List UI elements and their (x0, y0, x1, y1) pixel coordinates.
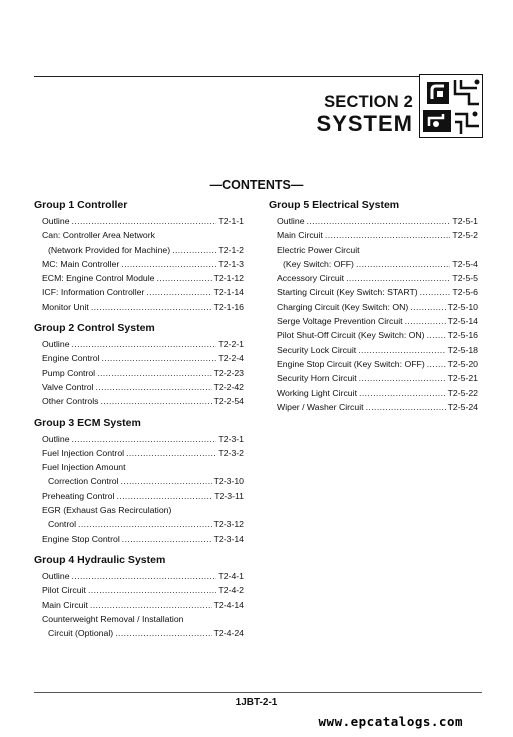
toc-entry-page: T2-3-2 (218, 447, 244, 458)
toc-entry[interactable] (34, 271, 244, 285)
toc-entry-page: T2-5-10 (447, 301, 478, 312)
dot-leader (72, 214, 217, 228)
toc-entry[interactable] (34, 300, 244, 314)
dot-leader (91, 300, 212, 314)
toc-group-title: Group 5 Electrical System (269, 199, 400, 211)
toc-entry-title: Outline (42, 570, 70, 581)
toc-entry-title: Circuit (Optional) (48, 628, 114, 639)
toc-entry[interactable] (269, 371, 478, 385)
toc-entry-page: T2-2-54 (213, 396, 244, 407)
dot-leader (325, 228, 451, 242)
toc-entry-title: Electric Power Circuit (277, 244, 360, 255)
dot-leader (359, 386, 446, 400)
toc-entry-title: Charging Circuit (Key Switch: ON) (277, 301, 409, 312)
toc-group-title: Group 3 ECM System (34, 416, 141, 429)
dot-leader (172, 243, 216, 257)
toc-group (269, 198, 478, 414)
toc-entry-title: Outline (277, 216, 305, 226)
toc-entry-page: T2-3-12 (213, 519, 244, 530)
toc-entry[interactable] (269, 357, 478, 371)
dot-leader (356, 257, 450, 271)
toc-entry[interactable] (34, 432, 244, 446)
toc-entry-title: Serge Voltage Prevention Circuit (277, 316, 403, 327)
toc-entry[interactable] (269, 257, 478, 271)
toc-entry-title: (Network Provided for Machine) (48, 244, 171, 255)
toc-entry-title: ECM: Engine Control Module (42, 273, 155, 284)
toc-entry[interactable] (34, 583, 244, 597)
dot-leader (101, 394, 212, 408)
toc-entry[interactable] (269, 243, 478, 257)
toc-entry[interactable] (34, 214, 244, 228)
toc-entry[interactable] (269, 400, 478, 414)
toc-entry[interactable] (34, 380, 244, 394)
dot-leader (96, 380, 212, 394)
toc-entry-title: Engine Stop Circuit (Key Switch: OFF) (277, 358, 425, 369)
dot-leader (146, 285, 211, 299)
contents-title: —CONTENTS— (209, 178, 304, 192)
toc-entry-title: Engine Control (42, 353, 100, 364)
toc-entry-page: T2-1-14 (213, 287, 244, 298)
toc-entry-title: Correction Control (48, 476, 119, 487)
toc-group-title: Group 2 Control System (34, 322, 155, 335)
toc-entry-page: T2-5-6 (452, 287, 478, 298)
toc-entry[interactable] (34, 394, 244, 408)
toc-entry-title: Fuel Injection Amount (42, 462, 126, 473)
page-number: 1JBT-2-1 (235, 697, 278, 708)
toc-entry-title: EGR (Exhaust Gas Recirculation) (42, 505, 172, 516)
toc-entry-title: Main Circuit (277, 230, 323, 241)
dot-leader (90, 598, 212, 612)
dot-leader (88, 583, 216, 597)
section-heading (317, 93, 413, 136)
toc-entry[interactable] (34, 503, 244, 517)
toc-entry-title: Other Controls (42, 396, 99, 407)
toc-entry-page: T2-2-1 (218, 339, 244, 350)
toc-entry-page: T2-4-2 (218, 585, 244, 596)
toc-entry-page: T2-3-11 (214, 490, 244, 501)
toc-entry-page: T2-5-18 (447, 344, 478, 355)
toc-entry-page: T2-1-3 (218, 258, 244, 269)
dot-leader (115, 626, 211, 640)
toc-entry[interactable] (34, 626, 244, 640)
toc-entry[interactable] (34, 569, 244, 583)
toc-entry-title: Monitor Unit (42, 301, 89, 312)
toc-entry-title: Accessory Circuit (277, 273, 345, 284)
dot-leader (427, 357, 446, 371)
toc-entry-title: Fuel Injection Control (42, 447, 125, 458)
toc-entry[interactable] (269, 285, 478, 299)
toc-entry-page: T2-5-16 (447, 330, 478, 341)
toc-entry-page: T2-3-10 (213, 476, 244, 487)
toc-entry-title: MC: Main Controller (42, 258, 120, 269)
dot-leader (410, 300, 445, 314)
dot-leader (358, 343, 445, 357)
watermark: www.epcatalogs.com (318, 714, 463, 729)
toc-entry-title: Wiper / Washer Circuit (277, 401, 364, 412)
toc-group (34, 198, 244, 314)
toc-entry[interactable] (34, 243, 244, 257)
toc-entry-title: Security Lock Circuit (277, 344, 357, 355)
dot-leader (126, 446, 216, 460)
toc-entry[interactable] (34, 460, 244, 474)
dot-leader (359, 371, 446, 385)
toc-entry[interactable] (34, 228, 244, 242)
toc-left-column (34, 198, 244, 647)
toc-entry-page: T2-5-4 (452, 258, 478, 269)
toc-entry[interactable] (269, 328, 478, 342)
toc-entry[interactable] (34, 351, 244, 365)
toc-entry[interactable] (34, 598, 244, 612)
toc-entry[interactable] (34, 612, 244, 626)
toc-group (34, 553, 244, 640)
toc-entry-page: T2-5-1 (452, 216, 478, 226)
toc-entry[interactable] (34, 257, 244, 271)
toc-entry-title: ICF: Information Controller (42, 287, 145, 298)
toc-entry-title: Engine Stop Control (42, 533, 120, 544)
dot-leader (420, 285, 451, 299)
dot-leader (307, 214, 451, 228)
toc-entry-page: T2-5-21 (447, 373, 478, 384)
header-rule (34, 76, 419, 77)
toc-entry-title: Pilot Circuit (42, 585, 86, 596)
dot-leader (97, 366, 211, 380)
dot-leader (121, 474, 212, 488)
dot-leader (122, 532, 212, 546)
dot-leader (101, 351, 216, 365)
dot-leader (116, 489, 212, 503)
toc-entry-page: T2-3-14 (213, 533, 244, 544)
toc-entry[interactable] (269, 271, 478, 285)
dot-leader (121, 257, 216, 271)
toc-entry-page: T2-4-24 (213, 628, 244, 639)
toc-entry-title: Valve Control (42, 381, 94, 392)
section-number: SECTION 2 (324, 93, 413, 111)
toc-entry[interactable] (34, 532, 244, 546)
toc-entry-title: Working Light Circuit (277, 387, 357, 398)
toc-entry[interactable] (34, 337, 244, 351)
toc-entry-title: (Key Switch: OFF) (283, 258, 354, 269)
dot-leader (346, 271, 450, 285)
toc-entry[interactable] (269, 386, 478, 400)
toc-entry-page: T2-1-12 (213, 273, 244, 284)
toc-entry[interactable] (269, 300, 478, 314)
toc-entry-page: T2-1-2 (218, 244, 244, 255)
toc-entry[interactable] (34, 489, 244, 503)
toc-group-title: Group 1 Controller (34, 199, 128, 211)
toc-entry[interactable] (34, 366, 244, 380)
toc-entry-title: Main Circuit (42, 599, 88, 610)
toc-entry-title: Can: Controller Area Network (42, 230, 155, 241)
dot-leader (427, 328, 446, 342)
toc-entry-page: T2-5-24 (447, 401, 478, 412)
toc-entry-title: Preheating Control (42, 490, 115, 501)
toc-entry-title: Control (48, 519, 77, 530)
toc-entry-page: T2-3-1 (218, 433, 244, 444)
toc-entry[interactable] (269, 314, 478, 328)
toc-entry[interactable] (34, 517, 244, 531)
toc-entry[interactable] (269, 343, 478, 357)
toc-entry-page: T2-5-22 (447, 387, 478, 398)
toc-entry-title: Pilot Shut-Off Circuit (Key Switch: ON) (277, 330, 425, 341)
dot-leader (157, 271, 212, 285)
toc-entry-page: T2-2-42 (213, 381, 244, 392)
dot-leader (72, 432, 217, 446)
toc-entry-page: T2-4-1 (218, 570, 244, 581)
toc-entry-title: Outline (42, 216, 70, 226)
dot-leader (366, 400, 446, 414)
toc-entry-page: T2-5-5 (452, 273, 478, 284)
toc-entry[interactable] (269, 228, 478, 242)
toc-entry[interactable] (34, 285, 244, 299)
dot-leader (72, 569, 217, 583)
toc-entry-title: Pump Control (42, 367, 96, 378)
toc-group-title: Group 4 Hydraulic System (34, 553, 166, 566)
toc-entry-page: T2-2-4 (218, 353, 244, 364)
toc-entry-title: Starting Circuit (Key Switch: START) (277, 287, 418, 298)
toc-entry[interactable] (34, 446, 244, 460)
toc-group (34, 321, 244, 408)
dot-leader (78, 517, 212, 531)
toc-entry-page: T2-1-16 (213, 301, 244, 312)
dot-leader (405, 314, 446, 328)
toc-entry-title: Outline (42, 433, 70, 444)
toc-entry-page: T2-5-20 (447, 358, 478, 369)
dot-leader (72, 337, 217, 351)
toc-entry-page: T2-5-2 (452, 230, 478, 241)
footer-rule (34, 692, 482, 693)
toc-entry-title: Outline (42, 339, 70, 350)
toc-entry-title: Security Horn Circuit (277, 373, 357, 384)
toc-entry-page: T2-4-14 (213, 599, 244, 610)
toc-entry-page: T2-5-14 (447, 316, 478, 327)
circuit-gear-emblem-icon (419, 74, 483, 138)
toc-group (34, 416, 244, 546)
toc-entry-page: T2-2-23 (213, 367, 244, 378)
toc-entry-title: Counterweight Removal / Installation (42, 613, 184, 624)
toc-entry-page: T2-1-1 (218, 216, 244, 226)
toc-entry[interactable] (34, 474, 244, 488)
toc-entry[interactable] (269, 214, 478, 228)
toc-right-column (269, 198, 478, 421)
section-name: SYSTEM (316, 111, 413, 136)
